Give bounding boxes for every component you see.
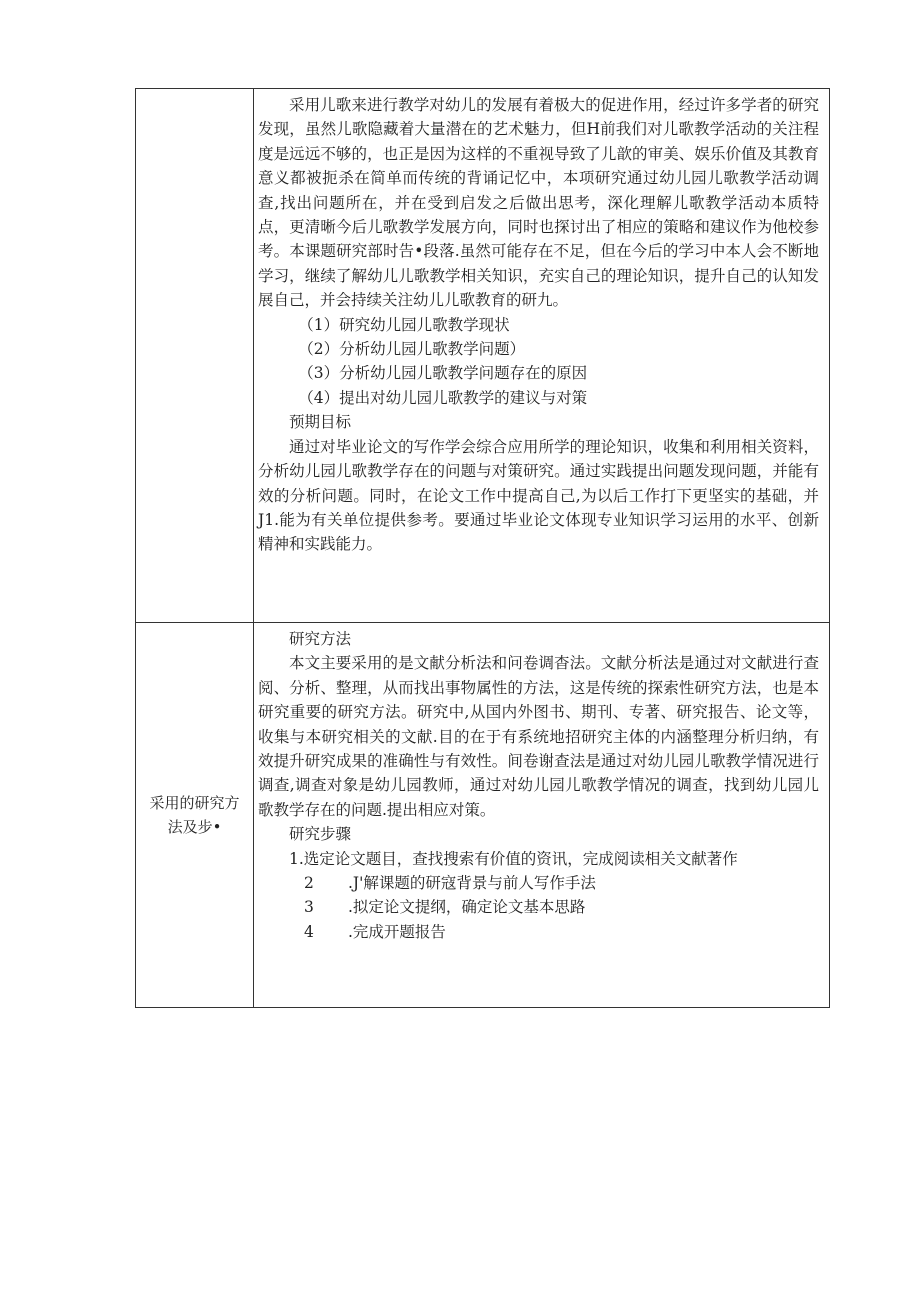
- list-item: （2）分析幼儿园儿歌教学问题）: [298, 340, 526, 359]
- row-content-cell: [254, 623, 829, 1007]
- step-item: [258, 920, 819, 944]
- list-item: （4）提出对幼儿园儿歌教学的建议与对策: [298, 388, 588, 407]
- steps-heading: 研究步骤: [289, 825, 352, 844]
- intro-paragraph: 采用儿歌来进行教学对幼儿的发展有着极大的促进作用，经过许多学者的研究发现，虽然儿歌隐藏着大量潜在的艺术魅力，但H前我们对儿歌教学活动的关注程度是远远不够的，也正是因为这样的不重视导致了儿歆的审美、娱乐价值及其教育意义都被扼杀在简单而传统的背诵记忆中，本项研究通过幼儿园儿歌教学活动调查,找出问题所在，并在受到启发之后做出思考，深化理解儿歌教学活动本质特点，更清晰今后儿歌教学发展方向，同时也探讨出了相应的策略和建议作为他校参考。本课题研究部时告•段落.虽然可能存在不足，但在今后的学习中本人会不断地学习，继续了解幼儿儿歌教学相关知识，充实自己的理论知识，提升自己的认知发展自己，并会持续关注幼儿儿歌教育的研九。: [258, 96, 819, 310]
- step-item: 1.选定论文题目，查找搜索有价值的资讯，完成阅读相关文献著作: [289, 849, 738, 868]
- list-item: （3）分析幼儿园儿歌教学问题存在的原因: [298, 364, 588, 383]
- step-text: .完成开题报告: [348, 922, 446, 941]
- row-content-cell: [254, 89, 829, 622]
- step-number: 2: [304, 874, 314, 893]
- step-number: 4: [304, 922, 314, 941]
- row-label: 采用的研究方法及步•: [149, 794, 240, 836]
- goal-paragraph: 通过对毕业论文的写作学会综合应用所学的理论知识，收集和利用相关资料，分析幼儿园儿歌教学存在的问题与对策研究。通过实践提出问题发现问题，并能有效的分析问题。同时，在论文工作中提高自己,为以后工作打下更坚实的基础，并J1.能为有关单位提供参考。要通过毕业论文体现专业知识学习运用的水平、创新精神和实践能力。: [258, 437, 819, 554]
- goal-heading: 预期目标: [289, 413, 352, 432]
- step-text: .拟定论文提纲，确定论文基本思路: [348, 898, 586, 917]
- table-row: [136, 89, 829, 623]
- step-item: [258, 871, 819, 895]
- step-item: [258, 895, 819, 919]
- step-text: .J'解课题的研寇背景与前人写作手法: [348, 874, 596, 893]
- method-paragraph: 本文主要采用的是文献分析法和问卷调杳法。文献分析法是通过对文献进行查阅、分析、整理，从而找出事物属性的方法，这是传统的探索性研究方法，也是本研究重要的研究方法。研究中,从国内外图书、期刊、专著、研究报告、论文等，收集与本研究相关的文献.目的在于有系统地招研究主体的内涵整理分析归纳，有效提升研究成果的准确性与有效性。间卷谢查法是通过对幼儿园儿歌教学情况进行调查,调查对象是幼儿园教师，通过对幼儿园儿歌教学情况的调查，找到幼儿园儿歌教学存在的问题.提出相应对策。: [258, 654, 819, 819]
- row-label-cell: [136, 623, 254, 1007]
- table-row: [136, 623, 829, 1007]
- row-label-cell: [136, 89, 254, 622]
- list-item: （1）研究幼儿园儿歌教学现状: [298, 315, 510, 334]
- proposal-table: [135, 88, 830, 1008]
- method-heading: 研究方法: [289, 630, 352, 648]
- step-number: 3: [304, 898, 314, 917]
